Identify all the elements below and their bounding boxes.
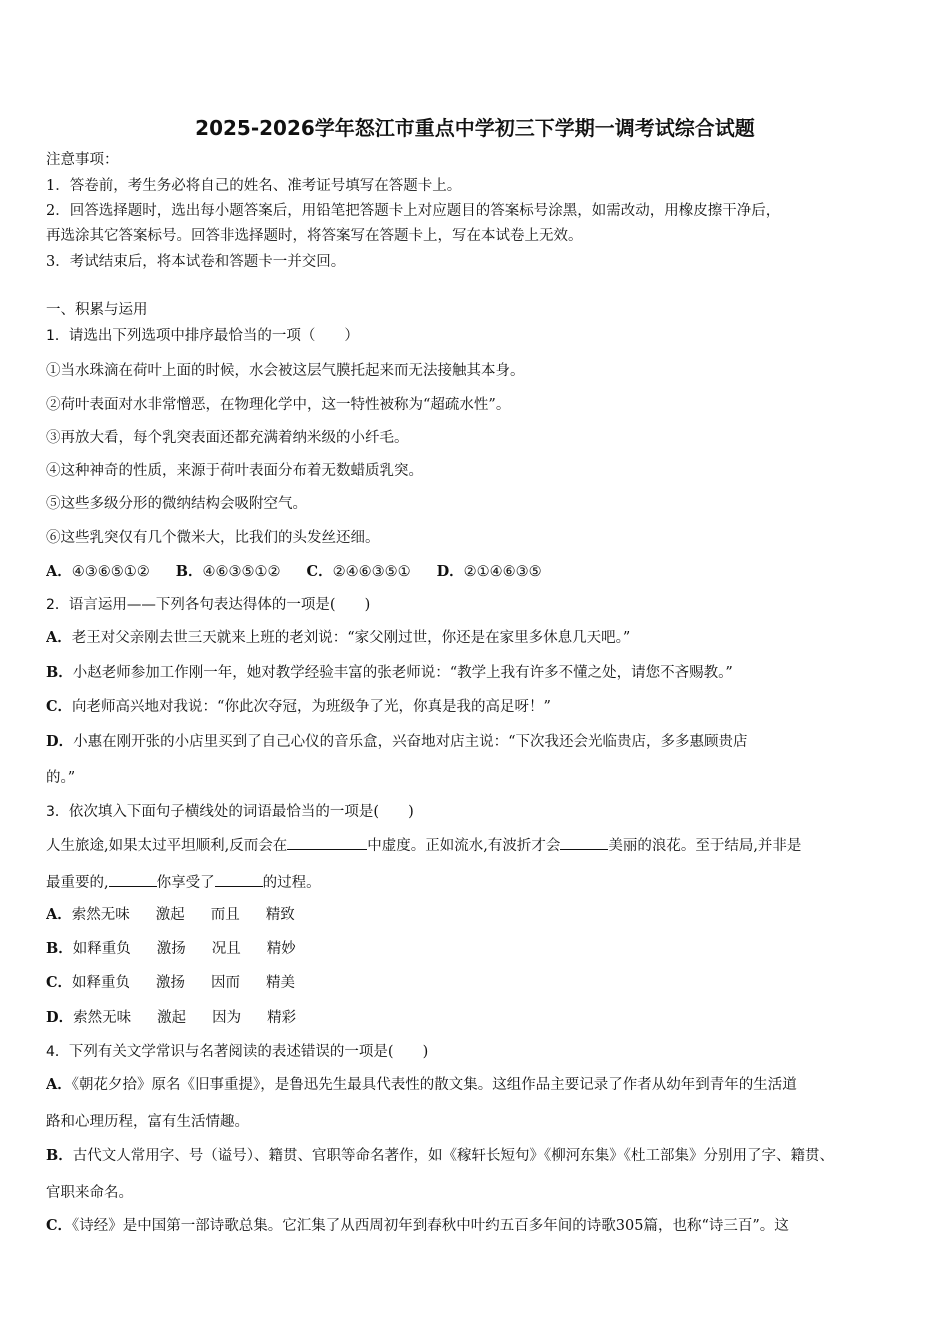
q1-sentence-1: ①当水珠滴在荷叶上面的时候，水会被这层气膜托起来而无法接触其本身。 — [46, 363, 525, 379]
question-text: 语言运用——下列各句表达得体的一项是( ) — [68, 597, 371, 613]
q3-option-d[interactable]: D．索然无味 激起 因为 精彩 — [46, 1009, 297, 1026]
notice-item-2: 2．回答选择题时，选出每小题答案后，用铅笔把答题卡上对应题目的答案标号涂黑，如需改动，用橡皮擦干净后， — [46, 203, 781, 219]
notice-heading: 注意事项： — [46, 152, 119, 168]
q3-passage-line-2: 最重要的, 你享受了 的过程。 — [46, 872, 908, 893]
q2-option-c[interactable]: C．向老师高兴地对我说：“你此次夺冠，为班级争了光，你真是我的高足呀！” — [46, 698, 551, 715]
question-number: 1． — [46, 328, 69, 344]
q1-sentence-5: ⑤这些多级分形的微纳结构会吸附空气。 — [46, 496, 307, 512]
notice-item-3: 3．考试结束后，将本试卷和答题卡一并交回。 — [46, 254, 346, 270]
question-3-stem — [46, 802, 908, 822]
q4-option-b-cont: 官职来命名。 — [46, 1185, 133, 1201]
question-number: 4． — [46, 1044, 69, 1060]
q4-option-c[interactable]: C．《诗经》是中国第一部诗歌总集。它汇集了从西周初年到春秋中叶约五百多年间的诗歌305篇，也称“诗三百”。这 — [46, 1217, 789, 1234]
q3-option-b[interactable]: B．如释重负 激扬 况且 精妙 — [46, 940, 296, 957]
fill-blank-4[interactable] — [215, 872, 263, 887]
fill-blank-2[interactable] — [560, 835, 608, 850]
fill-blank-1[interactable] — [287, 835, 367, 850]
q2-option-b[interactable]: B．小赵老师参加工作刚一年，她对教学经验丰富的张老师说：“教学上我有许多不懂之处，请您不吝赐教。” — [46, 664, 733, 681]
question-number: 3． — [46, 804, 69, 820]
q1-sentence-4: ④这种神奇的性质，来源于荷叶表面分布着无数蜡质乳突。 — [46, 463, 423, 479]
option-b[interactable]: B．④⑥③⑤①② — [175, 563, 281, 580]
q2-option-a[interactable]: A．老王对父亲刚去世三天就来上班的老刘说：“家父刚过世，你还是在家里多休息几天吧。” — [46, 629, 631, 646]
page-title: 2025-2026学年怒江市重点中学初三下学期一调考试综合试题 — [195, 116, 755, 140]
option-c[interactable]: C．②④⑥③⑤① — [306, 563, 411, 580]
q1-options — [46, 562, 908, 582]
q3-option-c[interactable]: C．如释重负 激扬 因而 精美 — [46, 974, 296, 991]
question-2-stem — [46, 595, 908, 615]
notice-item-1: 1．答卷前，考生务必将自己的姓名、准考证号填写在答题卡上。 — [46, 178, 462, 194]
question-text: 依次填入下面句子横线处的词语最恰当的一项是( ) — [68, 804, 414, 820]
notice-item-2-cont: 再选涂其它答案标号。回答非选择题时，将答案写在答题卡上，写在本试卷上无效。 — [46, 228, 583, 244]
question-1-stem — [46, 326, 908, 346]
option-d[interactable]: D．②①④⑥③⑤ — [436, 563, 542, 580]
question-text: 下列有关文学常识与名著阅读的表述错误的一项是( ) — [68, 1044, 429, 1060]
q4-option-a-cont: 路和心理历程，富有生活情趣。 — [46, 1114, 249, 1130]
section-heading: 一、积累与运用 — [46, 302, 148, 318]
q2-option-d[interactable]: D．小惠在刚开张的小店里买到了自己心仪的音乐盒，兴奋地对店主说：“下次我还会光临贵店，多多惠顾贵店 — [46, 733, 748, 750]
fill-blank-3[interactable] — [109, 872, 157, 887]
q1-sentence-6: ⑥这些乳突仅有几个微米大，比我们的头发丝还细。 — [46, 530, 380, 546]
question-4-stem — [46, 1042, 908, 1062]
q4-option-b[interactable]: B．古代文人常用字、号（谥号）、籍贯、官职等命名著作，如《稼轩长短句》《柳河东集》《杜工部集》分别用了字、籍贯、 — [46, 1147, 835, 1164]
option-a[interactable]: A．④③⑥⑤①② — [46, 563, 150, 580]
q1-sentence-3: ③再放大看，每个乳突表面还都充满着纳米级的小纤毛。 — [46, 430, 409, 446]
question-text: 请选出下列选项中排序最恰当的一项（ ） — [68, 328, 359, 344]
q4-option-a[interactable]: A．《朝花夕拾》原名《旧事重提》，是鲁迅先生最具代表性的散文集。这组作品主要记录了作者从幼年到青年的生活道 — [46, 1076, 797, 1093]
q2-option-d-cont: 的。” — [46, 770, 76, 786]
q3-option-a[interactable]: A．索然无味 激起 而且 精致 — [46, 906, 295, 923]
q3-passage-line-1: 人生旅途,如果太过平坦顺利,反而会在 中虚度。正如流水,有波折才会 美丽的浪花。至于结局,并非是 — [46, 835, 908, 856]
q1-sentence-2: ②荷叶表面对水非常憎恶，在物理化学中，这一特性被称为“超疏水性”。 — [46, 397, 511, 413]
question-number: 2． — [46, 597, 69, 613]
